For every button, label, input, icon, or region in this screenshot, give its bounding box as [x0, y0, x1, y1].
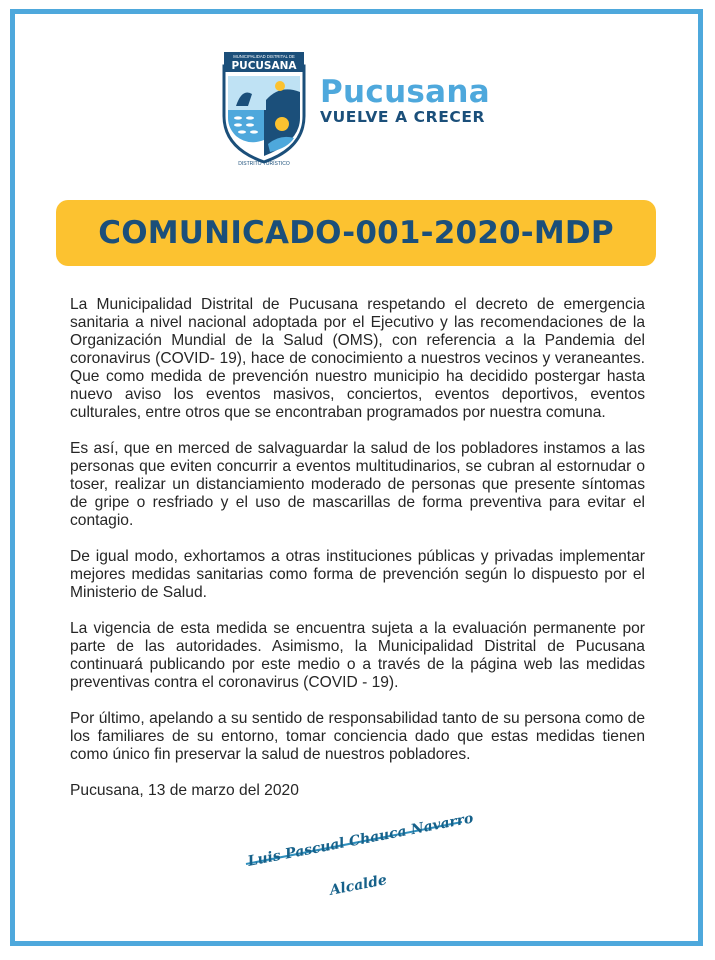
title-banner	[56, 200, 656, 266]
municipal-logo	[218, 48, 498, 168]
shield-name-text: PUCUSANA	[231, 60, 297, 72]
brand-block	[320, 76, 490, 126]
body-paragraph: La vigencia de esta medida se encuentra sujeta a la evaluación permanente por parte de las autoridades. Asimismo, la Municipalidad Distrital de Pucusana continuará publicando por este medio o a través de la página web las medidas preventivas contra el coronavirus (COVID - 19).	[70, 620, 645, 691]
brand-tagline: VUELVE A CRECER	[320, 108, 486, 126]
signature-block	[238, 810, 478, 928]
date-line: Pucusana, 13 de marzo del 2020	[70, 782, 299, 799]
signature-title: Alcalde	[328, 872, 389, 899]
shield-bottom-text: DISTRITO TURÍSTICO	[238, 161, 290, 166]
body-paragraph: De igual modo, exhortamos a otras instituciones públicas y privadas implementar mejores medidas sanitarias como forma de prevención según lo dispuesto por el Ministerio de Salud.	[70, 548, 645, 601]
shield-emblem-icon	[218, 48, 310, 166]
body-paragraph: La Municipalidad Distrital de Pucusana respetando el decreto de emergencia sanitaria a nivel nacional adoptada por el Ejecutivo y las recomendaciones de la Organización Mundial de la Salud (OMS), con referencia a la Pandemia del coronavirus (COVID- 19), hace de conocimiento a nuestros vecinos y veraneantes. Que como medida de prevención nuestro municipio ha decidido postergar hasta nuevo aviso los eventos masivos, conciertos, eventos deportivos, eventos culturales, entre otros que se encontraban programados por nuestra comuna.	[70, 296, 645, 421]
communique-title: COMUNICADO-001-2020-MDP	[98, 215, 614, 251]
body-paragraph: Por último, apelando a su sentido de responsabilidad tanto de su persona como de los familiares de su entorno, tomar conciencia dado que estas medidas tienen como único fin preservar la salud de nuestros pobladores.	[70, 710, 645, 763]
signature-name: Luis Pascual Chauca Navarro	[246, 810, 475, 870]
brand-name: Pucusana	[320, 74, 490, 110]
communique-body	[70, 296, 645, 818]
shield-top-text: MUNICIPALIDAD DISTRITAL DE	[233, 54, 295, 59]
body-paragraph: Es así, que en merced de salvaguardar la salud de los pobladores instamos a las personas que eviten concurrir a eventos multitudinarios, se cubran al estornudar o toser, realizar un distanciamiento moderado de personas que presente síntomas de gripe o resfriado y el uso de mascarillas de forma preventiva para evitar el contagio.	[70, 440, 645, 529]
